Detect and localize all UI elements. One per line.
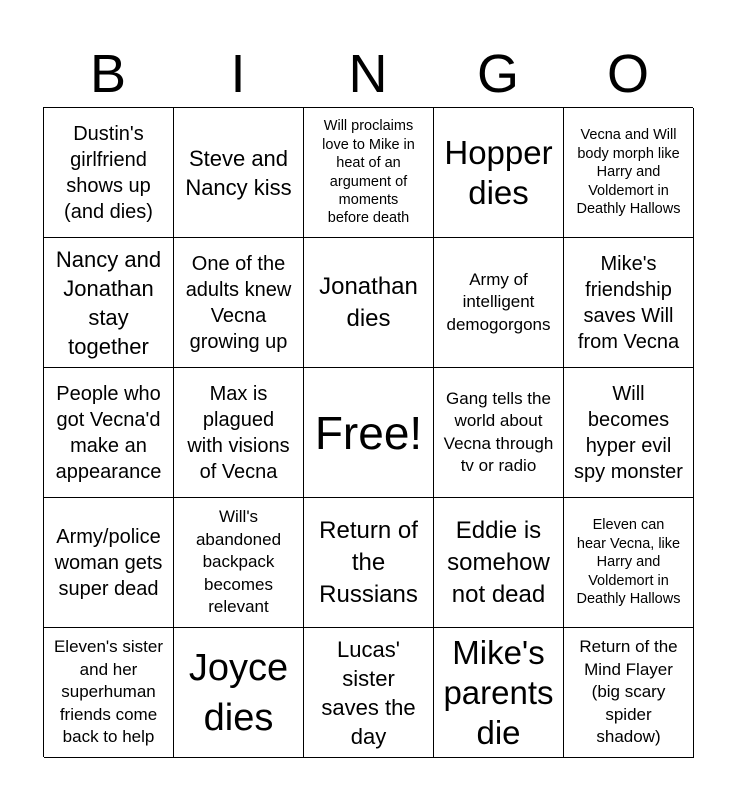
free-space-text: Free! [314,406,423,459]
cell-text: Will proclaims love to Mike in heat of an argument of moments before death [322,118,415,227]
bingo-cell[interactable] [564,368,694,498]
cell-text: Hopper dies [444,133,553,211]
bingo-cell[interactable] [44,628,174,758]
bingo-board [43,107,693,757]
cell-text: Joyce dies [188,646,289,739]
cell-text: Will becomes hyper evil spy monster [574,382,683,483]
bingo-cell[interactable] [564,628,694,758]
cell-text: Eleven's sister and her superhuman friends come back to help [53,637,164,747]
cell-text: Army/police woman gets super dead [54,525,163,600]
bingo-cell[interactable] [564,238,694,368]
bingo-cell[interactable] [434,628,564,758]
cell-text: Steve and Nancy kiss [185,145,292,200]
cell-text: Dustin's girlfriend shows up (and dies) [64,122,153,223]
cell-text: Return of the Russians [319,516,418,608]
bingo-cell[interactable] [174,628,304,758]
bingo-cell[interactable] [564,498,694,628]
bingo-cell[interactable] [434,368,564,498]
cell-text: One of the adults knew Vecna growing up [185,252,292,353]
header-letter-o: O [606,44,649,104]
bingo-cell[interactable] [174,238,304,368]
bingo-cell[interactable] [304,238,434,368]
cell-text: Lucas' sister saves the day [321,636,416,749]
cell-text: Mike's friendship saves Will from Vecna [577,252,680,353]
cell-text: Eddie is somehow not dead [447,516,550,608]
bingo-cell[interactable] [44,108,174,238]
bingo-cell[interactable] [304,628,434,758]
bingo-cell[interactable] [434,238,564,368]
cell-text: Nancy and Jonathan stay together [55,246,162,359]
cell-text: Mike's parents die [443,633,554,751]
bingo-cell[interactable] [434,108,564,238]
bingo-cell[interactable] [174,498,304,628]
cell-text: Vecna and Will body morph like Harry and Voldemort in Deathly Hallows [576,127,681,218]
bingo-cell[interactable] [564,108,694,238]
bingo-cell[interactable] [44,368,174,498]
cell-text: Return of the Mind Flayer (big scary spider shadow) [579,637,678,747]
cell-text: Max is plagued with visions of Vecna [187,382,290,483]
bingo-header [43,40,693,108]
bingo-cell[interactable] [174,108,304,238]
cell-text: Eleven can hear Vecna, like Harry and Voldemort in Deathly Hallows [576,517,681,608]
bingo-cell-free[interactable] [304,368,434,498]
cell-text: Gang tells the world about Vecna through tv or radio [443,388,554,475]
bingo-cell[interactable] [304,108,434,238]
header-letter-i: I [230,44,246,104]
cell-text: People who got Vecna'd make an appearance [55,382,162,483]
cell-text: Will's abandoned backpack becomes relevant [195,507,282,617]
header-letter-n: N [348,44,388,104]
cell-text: Jonathan dies [319,272,418,332]
bingo-cell[interactable] [44,498,174,628]
header-letter-g: G [476,44,519,104]
bingo-cell[interactable] [434,498,564,628]
header-letter-b: B [89,44,127,104]
cell-text: Army of intelligent demogorgons [446,269,551,334]
bingo-cell[interactable] [44,238,174,368]
bingo-cell[interactable] [174,368,304,498]
bingo-cell[interactable] [304,498,434,628]
